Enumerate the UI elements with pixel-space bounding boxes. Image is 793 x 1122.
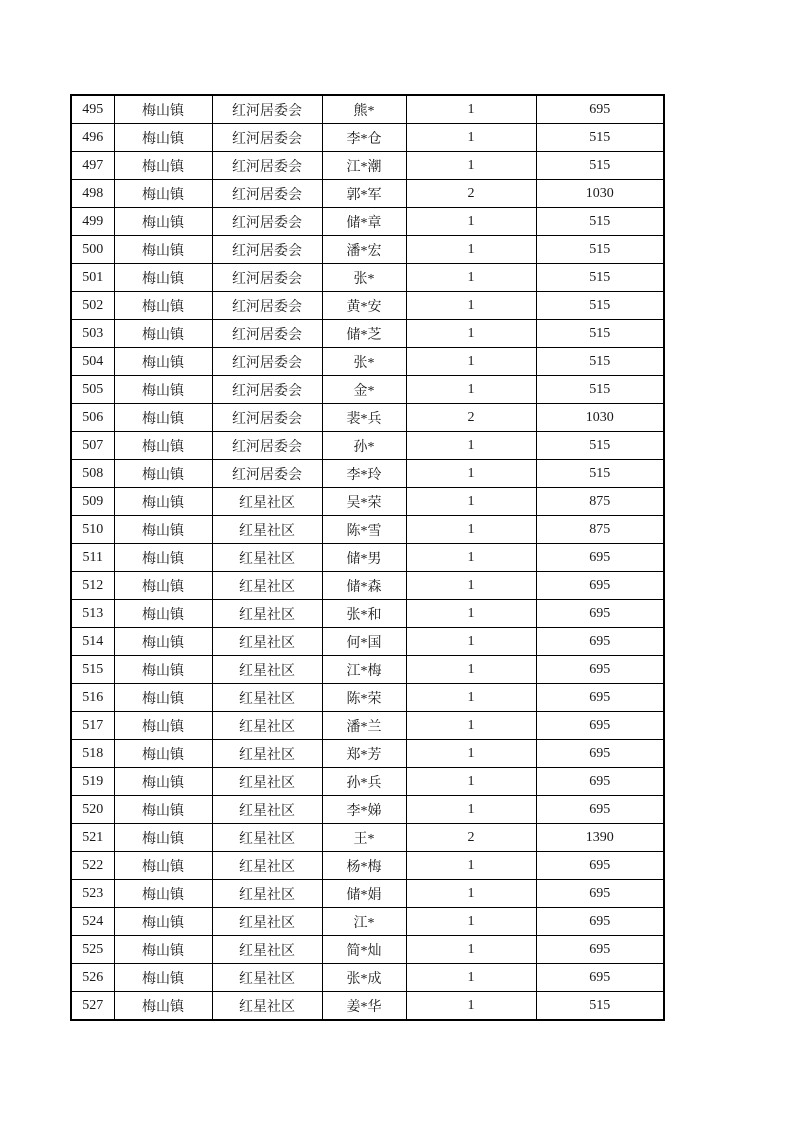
cell-seq: 501 <box>71 264 114 292</box>
cell-community: 红河居委会 <box>212 348 322 376</box>
table-row <box>71 684 664 712</box>
cell-seq: 497 <box>71 152 114 180</box>
cell-amount: 695 <box>536 572 664 600</box>
cell-count: 2 <box>406 404 536 432</box>
cell-count: 1 <box>406 936 536 964</box>
cell-count: 1 <box>406 544 536 572</box>
table-row <box>71 656 664 684</box>
cell-community: 红星社区 <box>212 936 322 964</box>
cell-name: 陈*荣 <box>322 684 406 712</box>
cell-count: 1 <box>406 740 536 768</box>
cell-seq: 511 <box>71 544 114 572</box>
cell-community: 红星社区 <box>212 796 322 824</box>
cell-amount: 695 <box>536 852 664 880</box>
cell-amount: 695 <box>536 880 664 908</box>
cell-community: 红河居委会 <box>212 432 322 460</box>
cell-amount: 515 <box>536 292 664 320</box>
table-row <box>71 796 664 824</box>
cell-name: 李*玲 <box>322 460 406 488</box>
cell-amount: 695 <box>536 936 664 964</box>
cell-count: 1 <box>406 236 536 264</box>
cell-count: 1 <box>406 152 536 180</box>
cell-name: 储*芝 <box>322 320 406 348</box>
table-row <box>71 740 664 768</box>
cell-seq: 496 <box>71 124 114 152</box>
cell-count: 1 <box>406 600 536 628</box>
cell-count: 1 <box>406 460 536 488</box>
table-row <box>71 124 664 152</box>
cell-community: 红河居委会 <box>212 208 322 236</box>
table-row <box>71 320 664 348</box>
table-row <box>71 628 664 656</box>
cell-amount: 515 <box>536 432 664 460</box>
cell-name: 江* <box>322 908 406 936</box>
cell-seq: 500 <box>71 236 114 264</box>
table-row <box>71 264 664 292</box>
cell-amount: 1030 <box>536 404 664 432</box>
table-row <box>71 348 664 376</box>
cell-name: 李*仓 <box>322 124 406 152</box>
cell-town: 梅山镇 <box>114 432 212 460</box>
cell-name: 张*成 <box>322 964 406 992</box>
cell-amount: 1030 <box>536 180 664 208</box>
cell-count: 2 <box>406 824 536 852</box>
cell-seq: 517 <box>71 712 114 740</box>
cell-name: 张*和 <box>322 600 406 628</box>
cell-name: 储*森 <box>322 572 406 600</box>
table-row <box>71 488 664 516</box>
cell-community: 红星社区 <box>212 908 322 936</box>
cell-count: 1 <box>406 572 536 600</box>
cell-count: 1 <box>406 376 536 404</box>
cell-name: 孙*兵 <box>322 768 406 796</box>
cell-seq: 510 <box>71 516 114 544</box>
cell-name: 张* <box>322 264 406 292</box>
table-row <box>71 180 664 208</box>
cell-seq: 519 <box>71 768 114 796</box>
cell-town: 梅山镇 <box>114 964 212 992</box>
cell-community: 红星社区 <box>212 964 322 992</box>
cell-name: 张* <box>322 348 406 376</box>
cell-amount: 695 <box>536 768 664 796</box>
cell-town: 梅山镇 <box>114 488 212 516</box>
cell-name: 李*娣 <box>322 796 406 824</box>
cell-amount: 695 <box>536 684 664 712</box>
cell-community: 红星社区 <box>212 768 322 796</box>
table-row <box>71 992 664 1021</box>
cell-community: 红星社区 <box>212 712 322 740</box>
cell-seq: 522 <box>71 852 114 880</box>
table-row <box>71 292 664 320</box>
cell-seq: 504 <box>71 348 114 376</box>
cell-community: 红星社区 <box>212 488 322 516</box>
cell-town: 梅山镇 <box>114 992 212 1021</box>
cell-count: 1 <box>406 292 536 320</box>
cell-town: 梅山镇 <box>114 852 212 880</box>
cell-community: 红河居委会 <box>212 376 322 404</box>
table-row <box>71 880 664 908</box>
cell-count: 2 <box>406 180 536 208</box>
table-row <box>71 460 664 488</box>
cell-count: 1 <box>406 880 536 908</box>
cell-community: 红河居委会 <box>212 152 322 180</box>
cell-town: 梅山镇 <box>114 292 212 320</box>
table-row <box>71 152 664 180</box>
cell-amount: 1390 <box>536 824 664 852</box>
cell-name: 姜*华 <box>322 992 406 1021</box>
cell-count: 1 <box>406 684 536 712</box>
cell-count: 1 <box>406 124 536 152</box>
cell-name: 潘*宏 <box>322 236 406 264</box>
cell-seq: 527 <box>71 992 114 1021</box>
cell-community: 红河居委会 <box>212 292 322 320</box>
cell-count: 1 <box>406 488 536 516</box>
cell-amount: 875 <box>536 516 664 544</box>
cell-town: 梅山镇 <box>114 656 212 684</box>
cell-count: 1 <box>406 208 536 236</box>
cell-name: 江*梅 <box>322 656 406 684</box>
table-row <box>71 824 664 852</box>
cell-seq: 518 <box>71 740 114 768</box>
cell-community: 红星社区 <box>212 600 322 628</box>
cell-name: 孙* <box>322 432 406 460</box>
cell-amount: 695 <box>536 908 664 936</box>
cell-town: 梅山镇 <box>114 768 212 796</box>
table-row <box>71 908 664 936</box>
cell-seq: 514 <box>71 628 114 656</box>
cell-amount: 695 <box>536 544 664 572</box>
cell-community: 红星社区 <box>212 684 322 712</box>
cell-seq: 495 <box>71 95 114 124</box>
cell-town: 梅山镇 <box>114 824 212 852</box>
cell-community: 红星社区 <box>212 880 322 908</box>
cell-town: 梅山镇 <box>114 264 212 292</box>
cell-name: 何*国 <box>322 628 406 656</box>
cell-count: 1 <box>406 908 536 936</box>
cell-community: 红河居委会 <box>212 404 322 432</box>
cell-seq: 516 <box>71 684 114 712</box>
table-row <box>71 95 664 124</box>
cell-town: 梅山镇 <box>114 348 212 376</box>
cell-name: 金* <box>322 376 406 404</box>
cell-name: 储*章 <box>322 208 406 236</box>
cell-amount: 515 <box>536 236 664 264</box>
cell-town: 梅山镇 <box>114 376 212 404</box>
table-row <box>71 768 664 796</box>
cell-community: 红河居委会 <box>212 95 322 124</box>
cell-community: 红星社区 <box>212 656 322 684</box>
cell-community: 红河居委会 <box>212 124 322 152</box>
cell-name: 吴*荣 <box>322 488 406 516</box>
cell-community: 红星社区 <box>212 516 322 544</box>
cell-name: 郑*芳 <box>322 740 406 768</box>
cell-seq: 513 <box>71 600 114 628</box>
cell-count: 1 <box>406 852 536 880</box>
cell-community: 红河居委会 <box>212 180 322 208</box>
cell-amount: 695 <box>536 740 664 768</box>
cell-count: 1 <box>406 432 536 460</box>
cell-name: 储*男 <box>322 544 406 572</box>
table-row <box>71 572 664 600</box>
cell-amount: 695 <box>536 796 664 824</box>
cell-community: 红星社区 <box>212 852 322 880</box>
cell-town: 梅山镇 <box>114 600 212 628</box>
cell-town: 梅山镇 <box>114 208 212 236</box>
cell-amount: 875 <box>536 488 664 516</box>
cell-amount: 695 <box>536 600 664 628</box>
cell-count: 1 <box>406 656 536 684</box>
cell-community: 红星社区 <box>212 544 322 572</box>
cell-community: 红河居委会 <box>212 320 322 348</box>
cell-town: 梅山镇 <box>114 152 212 180</box>
table-row <box>71 376 664 404</box>
cell-community: 红河居委会 <box>212 236 322 264</box>
cell-count: 1 <box>406 712 536 740</box>
cell-town: 梅山镇 <box>114 320 212 348</box>
cell-name: 杨*梅 <box>322 852 406 880</box>
cell-amount: 695 <box>536 656 664 684</box>
cell-town: 梅山镇 <box>114 796 212 824</box>
cell-seq: 525 <box>71 936 114 964</box>
cell-amount: 515 <box>536 992 664 1021</box>
cell-community: 红星社区 <box>212 992 322 1021</box>
cell-amount: 695 <box>536 628 664 656</box>
cell-seq: 499 <box>71 208 114 236</box>
cell-town: 梅山镇 <box>114 404 212 432</box>
cell-town: 梅山镇 <box>114 236 212 264</box>
cell-seq: 509 <box>71 488 114 516</box>
cell-count: 1 <box>406 992 536 1021</box>
cell-name: 储*娟 <box>322 880 406 908</box>
cell-seq: 507 <box>71 432 114 460</box>
cell-community: 红河居委会 <box>212 264 322 292</box>
cell-name: 黄*安 <box>322 292 406 320</box>
cell-town: 梅山镇 <box>114 908 212 936</box>
cell-count: 1 <box>406 516 536 544</box>
cell-name: 陈*雪 <box>322 516 406 544</box>
cell-seq: 520 <box>71 796 114 824</box>
cell-count: 1 <box>406 964 536 992</box>
cell-name: 江*潮 <box>322 152 406 180</box>
cell-count: 1 <box>406 796 536 824</box>
cell-town: 梅山镇 <box>114 740 212 768</box>
cell-amount: 515 <box>536 264 664 292</box>
cell-town: 梅山镇 <box>114 124 212 152</box>
cell-town: 梅山镇 <box>114 712 212 740</box>
cell-count: 1 <box>406 95 536 124</box>
cell-town: 梅山镇 <box>114 95 212 124</box>
cell-seq: 524 <box>71 908 114 936</box>
cell-town: 梅山镇 <box>114 880 212 908</box>
cell-community: 红星社区 <box>212 824 322 852</box>
cell-name: 王* <box>322 824 406 852</box>
cell-seq: 515 <box>71 656 114 684</box>
cell-community: 红星社区 <box>212 628 322 656</box>
cell-count: 1 <box>406 768 536 796</box>
cell-seq: 526 <box>71 964 114 992</box>
cell-amount: 695 <box>536 964 664 992</box>
cell-amount: 515 <box>536 376 664 404</box>
cell-amount: 515 <box>536 320 664 348</box>
cell-count: 1 <box>406 628 536 656</box>
cell-seq: 506 <box>71 404 114 432</box>
table-row <box>71 432 664 460</box>
cell-amount: 695 <box>536 95 664 124</box>
cell-amount: 515 <box>536 460 664 488</box>
cell-town: 梅山镇 <box>114 180 212 208</box>
cell-seq: 521 <box>71 824 114 852</box>
cell-name: 熊* <box>322 95 406 124</box>
cell-community: 红星社区 <box>212 572 322 600</box>
table-row <box>71 852 664 880</box>
table-row <box>71 208 664 236</box>
cell-count: 1 <box>406 264 536 292</box>
cell-name: 简*灿 <box>322 936 406 964</box>
data-table <box>70 94 665 1021</box>
cell-count: 1 <box>406 320 536 348</box>
cell-seq: 512 <box>71 572 114 600</box>
table-row <box>71 964 664 992</box>
table-row <box>71 516 664 544</box>
cell-seq: 505 <box>71 376 114 404</box>
cell-town: 梅山镇 <box>114 544 212 572</box>
cell-community: 红河居委会 <box>212 460 322 488</box>
cell-seq: 502 <box>71 292 114 320</box>
cell-name: 裴*兵 <box>322 404 406 432</box>
cell-town: 梅山镇 <box>114 936 212 964</box>
cell-seq: 503 <box>71 320 114 348</box>
cell-name: 潘*兰 <box>322 712 406 740</box>
table-body <box>71 95 664 1020</box>
cell-amount: 515 <box>536 208 664 236</box>
cell-town: 梅山镇 <box>114 572 212 600</box>
cell-amount: 515 <box>536 152 664 180</box>
table-row <box>71 712 664 740</box>
table-row <box>71 404 664 432</box>
table-row <box>71 544 664 572</box>
cell-town: 梅山镇 <box>114 628 212 656</box>
cell-town: 梅山镇 <box>114 460 212 488</box>
cell-count: 1 <box>406 348 536 376</box>
table-row <box>71 236 664 264</box>
table-row <box>71 600 664 628</box>
cell-seq: 498 <box>71 180 114 208</box>
cell-name: 郭*军 <box>322 180 406 208</box>
table-row <box>71 936 664 964</box>
cell-community: 红星社区 <box>212 740 322 768</box>
cell-amount: 515 <box>536 124 664 152</box>
cell-seq: 523 <box>71 880 114 908</box>
cell-town: 梅山镇 <box>114 516 212 544</box>
cell-amount: 515 <box>536 348 664 376</box>
cell-town: 梅山镇 <box>114 684 212 712</box>
cell-seq: 508 <box>71 460 114 488</box>
cell-amount: 695 <box>536 712 664 740</box>
